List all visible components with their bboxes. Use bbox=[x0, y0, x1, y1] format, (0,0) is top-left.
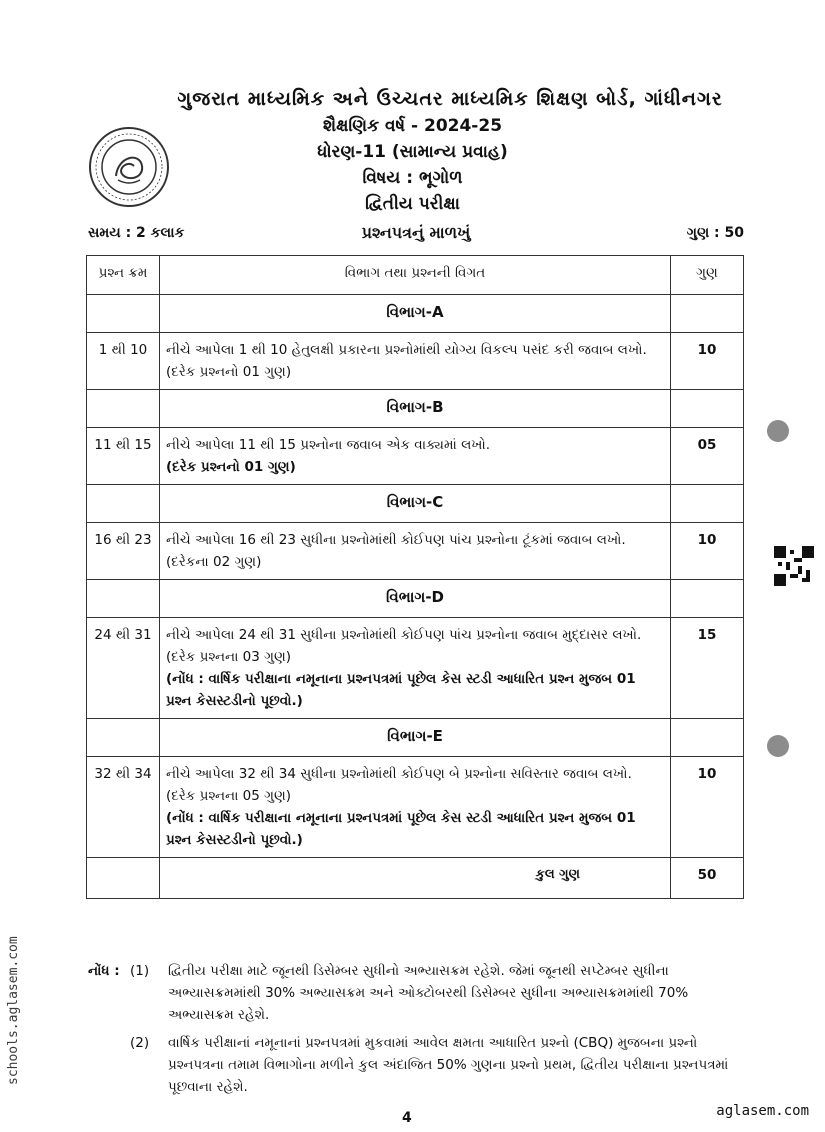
case-study-note: (નોંધ : વાર્ષિક પરીક્ષાના નમૂનાના પ્રશ્નપત્રમાં પૂછેલ કેસ સ્ટડી આધારિત પ્રશ્ન મુજબ 01 પ્રશ્ન કેસસ્ટડીનો પૂછવો.) bbox=[166, 671, 636, 709]
section-e-title: વિભાગ-E bbox=[160, 719, 671, 757]
exam-name: દ્વિતીય પરીક્ષા bbox=[365, 194, 460, 214]
question-range: 1 થી 10 bbox=[87, 333, 160, 390]
blueprint-title: પ્રશ્નપત્રનું માળખું bbox=[361, 223, 471, 242]
exam-time: સમય : 2 કલાક bbox=[88, 225, 185, 241]
total-row bbox=[87, 858, 744, 899]
academic-year: શૈક્ષણિક વર્ષ - 2024-25 bbox=[322, 116, 503, 136]
header-section-details: વિભાગ તથા પ્રશ્નની વિગત bbox=[160, 256, 671, 295]
standard: ધોરણ-11 (સામાન્ય પ્રવાહ) bbox=[317, 142, 508, 162]
total-label: કુલ ગુણ bbox=[160, 858, 671, 899]
question-details bbox=[160, 757, 671, 858]
table-row bbox=[87, 523, 744, 580]
site-watermark: aglasem.com bbox=[716, 1103, 809, 1119]
section-marks: 10 bbox=[671, 523, 744, 580]
section-row bbox=[87, 580, 744, 618]
question-range: 16 થી 23 bbox=[87, 523, 160, 580]
section-row bbox=[87, 719, 744, 757]
instruction-text: નીચે આપેલા 1 થી 10 હેતુલક્ષી પ્રકારના પ્રશ્નોમાંથી યોગ્ય વિકલ્પ પસંદ કરી જવાબ લખો. (દરેક પ્રશ્નનો 01 ગુણ) bbox=[166, 342, 647, 380]
section-a-title: વિભાગ-A bbox=[160, 295, 671, 333]
table-row bbox=[87, 618, 744, 719]
question-range: 24 થી 31 bbox=[87, 618, 160, 719]
case-study-note: (નોંધ : વાર્ષિક પરીક્ષાના નમૂનાના પ્રશ્નપત્રમાં પૂછેલ કેસ સ્ટડી આધારિત પ્રશ્ન મુજબ 01 પ્રશ્ન કેસસ્ટડીનો પૂછવો.) bbox=[166, 810, 636, 848]
table-header-row bbox=[87, 256, 744, 295]
question-details bbox=[160, 428, 671, 485]
total-value: 50 bbox=[671, 858, 744, 899]
question-details bbox=[160, 333, 671, 390]
table-row bbox=[87, 428, 744, 485]
section-marks: 10 bbox=[671, 757, 744, 858]
instruction-text: નીચે આપેલા 32 થી 34 સુધીના પ્રશ્નોમાંથી કોઈપણ બે પ્રશ્નોના સવિસ્તાર જવાબ લખો. (દરેક પ્રશ્નના 05 ગુણ) bbox=[166, 766, 632, 804]
page-number: 4 bbox=[402, 1110, 412, 1126]
blueprint-table bbox=[86, 255, 744, 899]
board-seal-logo bbox=[88, 126, 170, 208]
notes-block bbox=[88, 960, 748, 1104]
punch-hole-icon bbox=[767, 735, 789, 757]
section-c-title: વિભાગ-C bbox=[160, 485, 671, 523]
note-number: (1) bbox=[130, 963, 150, 979]
question-range: 11 થી 15 bbox=[87, 428, 160, 485]
section-b-title: વિભાગ-B bbox=[160, 390, 671, 428]
note-item bbox=[88, 1032, 748, 1098]
notes-label: નોંધ : bbox=[88, 963, 120, 979]
total-marks-label: ગુણ : 50 bbox=[686, 225, 744, 241]
note-text: દ્વિતીય પરીક્ષા માટે જૂનથી ડિસેમ્બર સુધીનો અભ્યાસક્રમ રહેશે. જેમાં જૂનથી સપ્ટેમ્બર સુધીના અભ્યાસક્રમમાંથી 30% અભ્યાસક્રમ અને ઓક્ટોબરથી ડિસેમ્બર સુધીના અભ્યાસક્રમમાંથી 70% અભ્યાસક્રમ રહેશે. bbox=[168, 963, 689, 1023]
section-marks: 15 bbox=[671, 618, 744, 719]
marks-note: (દરેક પ્રશ્નનો 01 ગુણ) bbox=[166, 459, 296, 475]
question-range: 32 થી 34 bbox=[87, 757, 160, 858]
note-item bbox=[88, 960, 748, 1026]
header-marks: ગુણ bbox=[671, 256, 744, 295]
subject: વિષય : ભૂગોળ bbox=[362, 168, 463, 188]
punch-hole-icon bbox=[767, 420, 789, 442]
qr-code-icon bbox=[774, 546, 814, 586]
instruction-text: નીચે આપેલા 16 થી 23 સુધીના પ્રશ્નોમાંથી કોઈપણ પાંચ પ્રશ્નોના ટૂંકમાં જવાબ લખો. (દરેકના 02 ગુણ) bbox=[166, 532, 626, 570]
instruction-text: નીચે આપેલા 11 થી 15 પ્રશ્નોના જવાબ એક વાક્યમાં લખો. bbox=[166, 437, 491, 453]
section-marks: 10 bbox=[671, 333, 744, 390]
board-name: ગુજરાત માધ્યમિક અને ઉચ્ચતર માધ્યમિક શિક્ષણ બોર્ડ, ગાંધીનગર bbox=[177, 88, 723, 110]
question-details bbox=[160, 523, 671, 580]
table-row bbox=[87, 333, 744, 390]
note-text: વાર્ષિક પરીક્ષાનાં નમૂનાનાં પ્રશ્નપત્રમાં મુકવામાં આવેલ ક્ષમતા આધારિત પ્રશ્નો (CBQ) મુજબના પ્રશ્નો પ્રશ્નપત્રના તમામ વિભાગોના મળીને કુલ અંદાજિત 50% ગુણના પ્રશ્નો પ્રથમ, દ્વિતીય પરીક્ષાના પ્રશ્નપત્રમાં પૂછવાના રહેશે. bbox=[168, 1035, 729, 1095]
instruction-text: નીચે આપેલા 24 થી 31 સુધીના પ્રશ્નોમાંથી કોઈપણ પાંચ પ્રશ્નોના જવાબ મુદ્દાસર લખો. (દરેક પ્રશ્નના 03 ગુણ) bbox=[166, 627, 642, 665]
section-d-title: વિભાગ-D bbox=[160, 580, 671, 618]
section-marks: 05 bbox=[671, 428, 744, 485]
table-row bbox=[87, 757, 744, 858]
meta-row bbox=[88, 225, 744, 247]
side-watermark: schools.aglasem.com bbox=[6, 936, 21, 1085]
note-number: (2) bbox=[130, 1035, 150, 1051]
section-row bbox=[87, 295, 744, 333]
header-question-no: પ્રશ્ન ક્રમ bbox=[87, 256, 160, 295]
section-row bbox=[87, 485, 744, 523]
question-details bbox=[160, 618, 671, 719]
section-row bbox=[87, 390, 744, 428]
